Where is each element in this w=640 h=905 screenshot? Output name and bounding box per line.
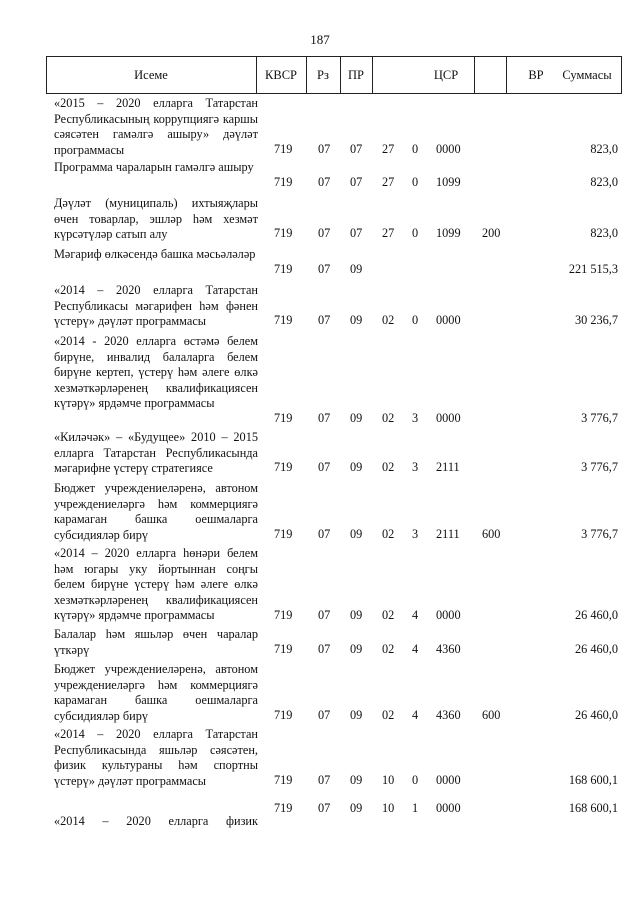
row-csr2: 0 (412, 313, 419, 327)
page-number: 187 (310, 32, 330, 47)
row-sum: 823,0 (590, 175, 618, 189)
row-rz: 07 (318, 608, 331, 622)
row-csr2: 1 (412, 801, 419, 815)
header-divider (474, 56, 475, 94)
row-kvsr: 719 (274, 226, 293, 240)
row-sum: 168 600,1 (568, 773, 618, 787)
row-sum: 3 776,7 (581, 460, 618, 474)
header-csr: ЦСР (433, 68, 459, 82)
row-vr: 600 (482, 527, 501, 541)
row-csr1: 02 (382, 708, 395, 722)
header-divider (46, 56, 47, 94)
row-csr1: 02 (382, 460, 395, 474)
row-pr: 09 (350, 411, 363, 425)
row-name: «2014 – 2020 елларга физик (54, 814, 258, 828)
row-csr1: 27 (382, 226, 395, 240)
header-divider (306, 56, 307, 94)
header-pr: ПР (348, 68, 364, 82)
row-vr: 200 (482, 226, 501, 240)
row-csr1: 02 (382, 313, 395, 327)
row-pr: 09 (350, 313, 363, 327)
row-kvsr: 719 (274, 142, 293, 156)
header-divider (340, 56, 341, 94)
row-rz: 07 (318, 226, 331, 240)
header-divider (256, 56, 257, 94)
row-csr2: 4 (412, 642, 419, 656)
row-csr3: 1099 (436, 175, 461, 189)
row-sum: 26 460,0 (574, 642, 618, 656)
row-csr3: 1099 (436, 226, 461, 240)
row-name: Мәгариф өлкәсендә башка мәсьәләләр (54, 247, 256, 261)
header-divider (506, 56, 507, 94)
header-sum: Суммасы (562, 68, 612, 82)
row-csr1: 02 (382, 411, 395, 425)
row-rz: 07 (318, 142, 331, 156)
row-csr2: 0 (412, 226, 419, 240)
row-kvsr: 719 (274, 608, 293, 622)
header-rz: Рз (317, 68, 329, 82)
row-name: «2014 – 2020 елларга һөнәри белем һәм югары уку йортыннан соңгы белем бирүне үстерү һәм әлеге өлкә хезмәткәрләренең квалификациясен күтәрү» ярдәмче программасы (54, 546, 258, 623)
row-csr3: 2111 (436, 460, 460, 474)
row-csr2: 0 (412, 175, 419, 189)
row-rz: 07 (318, 262, 331, 276)
row-csr2: 3 (412, 527, 419, 541)
row-csr1: 10 (382, 801, 395, 815)
row-pr: 07 (350, 226, 363, 240)
row-csr3: 0000 (436, 142, 461, 156)
row-kvsr: 719 (274, 262, 293, 276)
row-csr3: 2111 (436, 527, 460, 541)
row-csr2: 3 (412, 411, 419, 425)
row-name: «2014 – 2020 елларга Татарстан Республикасы мәгарифен һәм фәнен үстерү» дәүләт программасы (54, 283, 258, 329)
row-rz: 07 (318, 773, 331, 787)
row-pr: 09 (350, 801, 363, 815)
row-name: «Киләчәк» – «Будущее» 2010 – 2015 елларга Татарстан Республикасында мәгарифне үстерү стратегиясе (54, 430, 258, 476)
row-rz: 07 (318, 313, 331, 327)
row-pr: 09 (350, 460, 363, 474)
row-csr3: 0000 (436, 801, 461, 815)
row-name: Балалар һәм яшьләр өчен чаралар үткәрү (54, 627, 258, 657)
header-vr: ВР (528, 68, 544, 82)
row-pr: 09 (350, 642, 363, 656)
row-kvsr: 719 (274, 801, 293, 815)
row-sum: 823,0 (590, 142, 618, 156)
row-csr2: 0 (412, 142, 419, 156)
row-csr2: 4 (412, 708, 419, 722)
row-sum: 26 460,0 (574, 608, 618, 622)
row-csr3: 4360 (436, 708, 461, 722)
row-csr2: 4 (412, 608, 419, 622)
row-csr3: 4360 (436, 642, 461, 656)
row-vr: 600 (482, 708, 501, 722)
row-sum: 3 776,7 (581, 411, 618, 425)
row-pr: 09 (350, 773, 363, 787)
row-rz: 07 (318, 175, 331, 189)
header-name: Исеме (134, 68, 168, 82)
row-pr: 09 (350, 262, 363, 276)
header-kvsr: КВСР (265, 68, 297, 82)
row-csr1: 02 (382, 608, 395, 622)
row-csr3: 0000 (436, 411, 461, 425)
row-pr: 09 (350, 527, 363, 541)
row-pr: 07 (350, 142, 363, 156)
row-pr: 09 (350, 708, 363, 722)
row-name: Бюджет учреждениеләренә, автоном учреждениеләргә һәм коммерциягә карамаган башка оешмаларга субсидияләр бирү (54, 662, 258, 723)
row-sum: 823,0 (590, 226, 618, 240)
row-sum: 30 236,7 (574, 313, 618, 327)
row-kvsr: 719 (274, 411, 293, 425)
row-kvsr: 719 (274, 773, 293, 787)
row-csr3: 0000 (436, 608, 461, 622)
row-name: Программа чараларын гамәлгә ашыру (54, 160, 254, 174)
row-csr1: 27 (382, 142, 395, 156)
header-divider (372, 56, 373, 94)
row-sum: 168 600,1 (568, 801, 618, 815)
row-kvsr: 719 (274, 175, 293, 189)
row-kvsr: 719 (274, 642, 293, 656)
row-name: «2015 – 2020 елларга Татарстан Республикасының коррупциягә каршы сәясәтен гамәлгә ашыру» дәүләт программасы (54, 96, 258, 157)
row-kvsr: 719 (274, 313, 293, 327)
table-header (46, 56, 622, 94)
row-sum: 3 776,7 (581, 527, 618, 541)
row-csr2: 0 (412, 773, 419, 787)
row-sum: 26 460,0 (574, 708, 618, 722)
row-kvsr: 719 (274, 460, 293, 474)
row-rz: 07 (318, 460, 331, 474)
row-csr2: 3 (412, 460, 419, 474)
row-csr3: 0000 (436, 313, 461, 327)
row-rz: 07 (318, 411, 331, 425)
row-rz: 07 (318, 801, 331, 815)
row-csr1: 02 (382, 642, 395, 656)
header-divider (621, 56, 622, 94)
row-name: «2014 – 2020 елларга Татарстан Республикасында яшьләр сәясәтен, физик культураны һәм спортны үстерү» дәүләт программасы (54, 727, 258, 788)
row-csr1: 10 (382, 773, 395, 787)
row-rz: 07 (318, 642, 331, 656)
row-sum: 221 515,3 (568, 262, 618, 276)
row-kvsr: 719 (274, 708, 293, 722)
row-kvsr: 719 (274, 527, 293, 541)
row-rz: 07 (318, 708, 331, 722)
row-name: Бюджет учреждениеләренә, автоном учреждениеләргә һәм коммерциягә карамаган башка оешмаларга субсидияләр бирү (54, 481, 258, 542)
row-pr: 07 (350, 175, 363, 189)
row-csr3: 0000 (436, 773, 461, 787)
row-name: Дәүләт (муниципаль) ихтыяҗлары өчен товарлар, эшләр һәм хезмәт күрсәтүләр сатып алу (54, 196, 258, 242)
row-pr: 09 (350, 608, 363, 622)
row-rz: 07 (318, 527, 331, 541)
row-csr1: 02 (382, 527, 395, 541)
row-csr1: 27 (382, 175, 395, 189)
row-name: «2014 - 2020 елларга өстәмә белем бирүне, инвалид балаларга белем бирүне кертеп, үстерү һәм әлеге өлкә хезмәткәрләренең квалификациясен күтәрү» ярдәмче программасы (54, 334, 258, 411)
